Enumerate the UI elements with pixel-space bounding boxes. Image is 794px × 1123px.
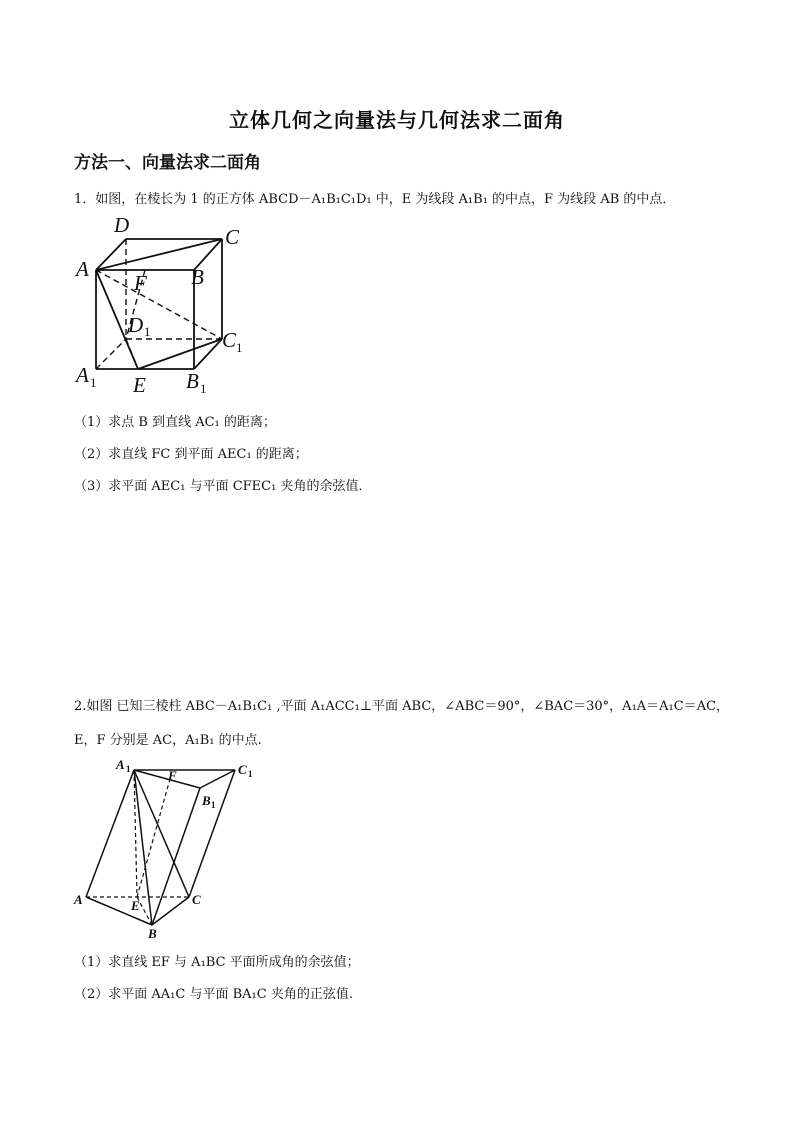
label-A1-sub: 1 [126,764,131,774]
problem1-question3: （3）求平面 AEC₁ 与平面 CFEC₁ 夹角的余弦值． [74,479,372,494]
label-B: B [148,926,157,940]
label-B1-sub: 1 [211,800,216,810]
label-C1: C [238,762,247,777]
label-A1-sub: 1 [90,375,97,390]
label-D1-sub: 1 [144,324,151,339]
cube-figure [70,212,260,397]
problem1-question1: （1）求点 B 到直线 AC₁ 的距离； [74,415,276,430]
label-E: E [133,373,146,397]
problem2-question1: （1）求直线 EF 与 A₁BC 平面所成角的余弦值； [74,955,360,970]
label-E: E [131,898,140,913]
prism-figure [70,755,270,940]
label-D: D [114,213,130,237]
problem1-question2: （2）求直线 FC 到平面 AEC₁ 的距离； [74,447,308,462]
label-C1: C [222,328,237,352]
problem2-question2: （2）求平面 AA₁C 与平面 BA₁C 夹角的正弦值. [74,987,353,1002]
label-B1: B [202,793,211,808]
label-A1: A [116,757,125,772]
label-F: F [134,271,147,295]
page-title: 立体几何之向量法与几何法求二面角 [229,108,565,132]
section-heading: 方法一、向量法求二面角 [74,153,261,173]
label-C: C [225,225,240,249]
label-C: C [192,892,201,907]
problem2-stem-line1: 2.如图 已知三棱柱 ABC－A₁B₁C₁ ,平面 A₁ACC₁⊥平面 ABC，∠ABC＝90°，∠BAC＝30°，A₁A＝A₁C＝AC， [74,699,730,714]
label-D1: D [128,313,144,337]
label-B1-sub: 1 [200,381,207,396]
label-A: A [76,257,89,281]
label-B1: B [186,369,199,393]
label-F: F [168,768,177,783]
label-A1: A [76,363,89,387]
label-B: B [191,265,204,289]
problem2-stem-line2: E，F 分别是 AC，A₁B₁ 的中点. [74,733,262,748]
label-C1-sub: 1 [236,340,243,355]
label-A: A [74,892,83,907]
problem1-stem: 1．如图，在棱长为 1 的正方体 ABCD－A₁B₁C₁D₁ 中，E 为线段 A₁B₁ 的中点，F 为线段 AB 的中点． [74,192,676,207]
label-C1-sub: 1 [248,769,253,779]
